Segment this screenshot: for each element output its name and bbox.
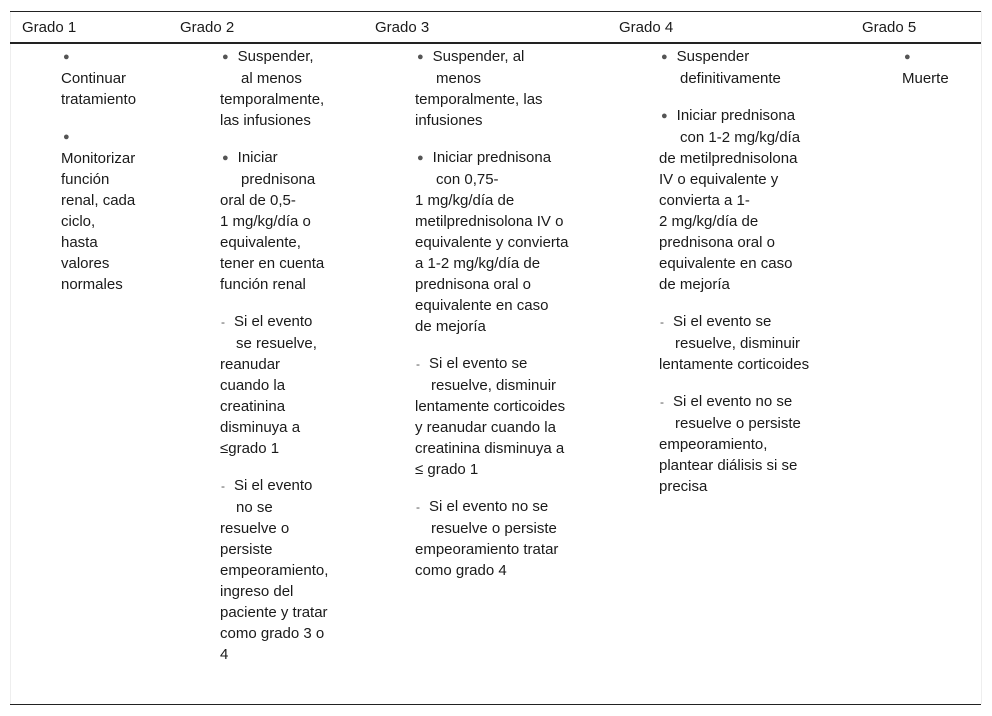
bullet-icon: ●	[661, 51, 668, 63]
list-item: - Si el evento no se resuelve o persiste empeoramiento, plantear diálisis si se precisa	[659, 393, 801, 495]
bullet-icon: ●	[222, 51, 229, 63]
header-grado-5: Grado 5	[862, 19, 917, 36]
header-grado-4: Grado 4	[619, 19, 674, 36]
table-top-rule	[10, 11, 981, 12]
bullet-icon: ●	[417, 51, 424, 63]
list-item: - Si el evento se resuelve, reanudar cuando la creatinina disminuya a ≤grado 1	[220, 313, 317, 457]
header-grado-2: Grado 2	[180, 19, 235, 36]
bullet-icon: ●	[222, 152, 229, 164]
list-item: - Si el evento no se resuelve o persiste empeoramiento tratar como grado 4	[415, 498, 559, 579]
list-item: ● Suspender definitivamente	[661, 48, 781, 87]
list-item: ● Monitorizar función renal, cada ciclo, hasta valores normales	[61, 126, 161, 295]
list-item: - Si el evento se resuelve, disminuir lentamente corticoides	[659, 313, 810, 373]
list-item: ● Continuar tratamiento	[61, 46, 161, 110]
dash-icon: -	[660, 395, 664, 409]
list-item: - Si el evento no se resuelve o persiste empeoramiento, ingreso del paciente y tratar como grado 3 o 4	[220, 477, 329, 663]
list-item: ● Suspender, al menos temporalmente, las infusiones	[415, 48, 543, 129]
table-bottom-rule	[10, 704, 981, 705]
table-header-rule	[10, 42, 981, 44]
column-grado-1	[61, 46, 161, 311]
bullet-icon: ●	[63, 131, 70, 143]
bullet-icon: ●	[417, 152, 424, 164]
dash-icon: -	[416, 357, 420, 371]
list-item: ● Iniciar prednisona con 0,75- 1 mg/kg/día de metilprednisolona IV o equivalente y convierta a 1-2 mg/kg/día de prednisona oral o equivalente en caso de mejoría	[415, 149, 569, 335]
list-item: ● Suspender, al menos temporalmente, las infusiones	[220, 48, 325, 129]
column-grado-5	[902, 46, 972, 105]
column-grado-2	[220, 46, 350, 681]
dash-icon: -	[660, 315, 664, 329]
list-item: ● Muerte	[902, 46, 972, 89]
column-grado-4	[659, 46, 834, 513]
list-item: ● Iniciar prednisona oral de 0,5- 1 mg/kg/día o equivalente, tener en cuenta función renal	[220, 149, 325, 293]
header-grado-1: Grado 1	[22, 19, 77, 36]
bullet-icon: ●	[904, 51, 911, 63]
dash-icon: -	[416, 500, 420, 514]
dash-icon: -	[221, 315, 225, 329]
dash-icon: -	[221, 479, 225, 493]
bullet-icon: ●	[661, 110, 668, 122]
bullet-icon: ●	[63, 51, 70, 63]
header-grado-3: Grado 3	[375, 19, 430, 36]
list-item: ● Iniciar prednisona con 1-2 mg/kg/día de metilprednisolona IV o equivalente y convierta a 1- 2 mg/kg/día de prednisona oral o equivalente en caso de mejoría	[659, 107, 801, 293]
column-grado-3	[415, 46, 590, 597]
list-item: - Si el evento se resuelve, disminuir lentamente corticoides y reanudar cuando la creatinina disminuya a ≤ grado 1	[415, 355, 566, 478]
